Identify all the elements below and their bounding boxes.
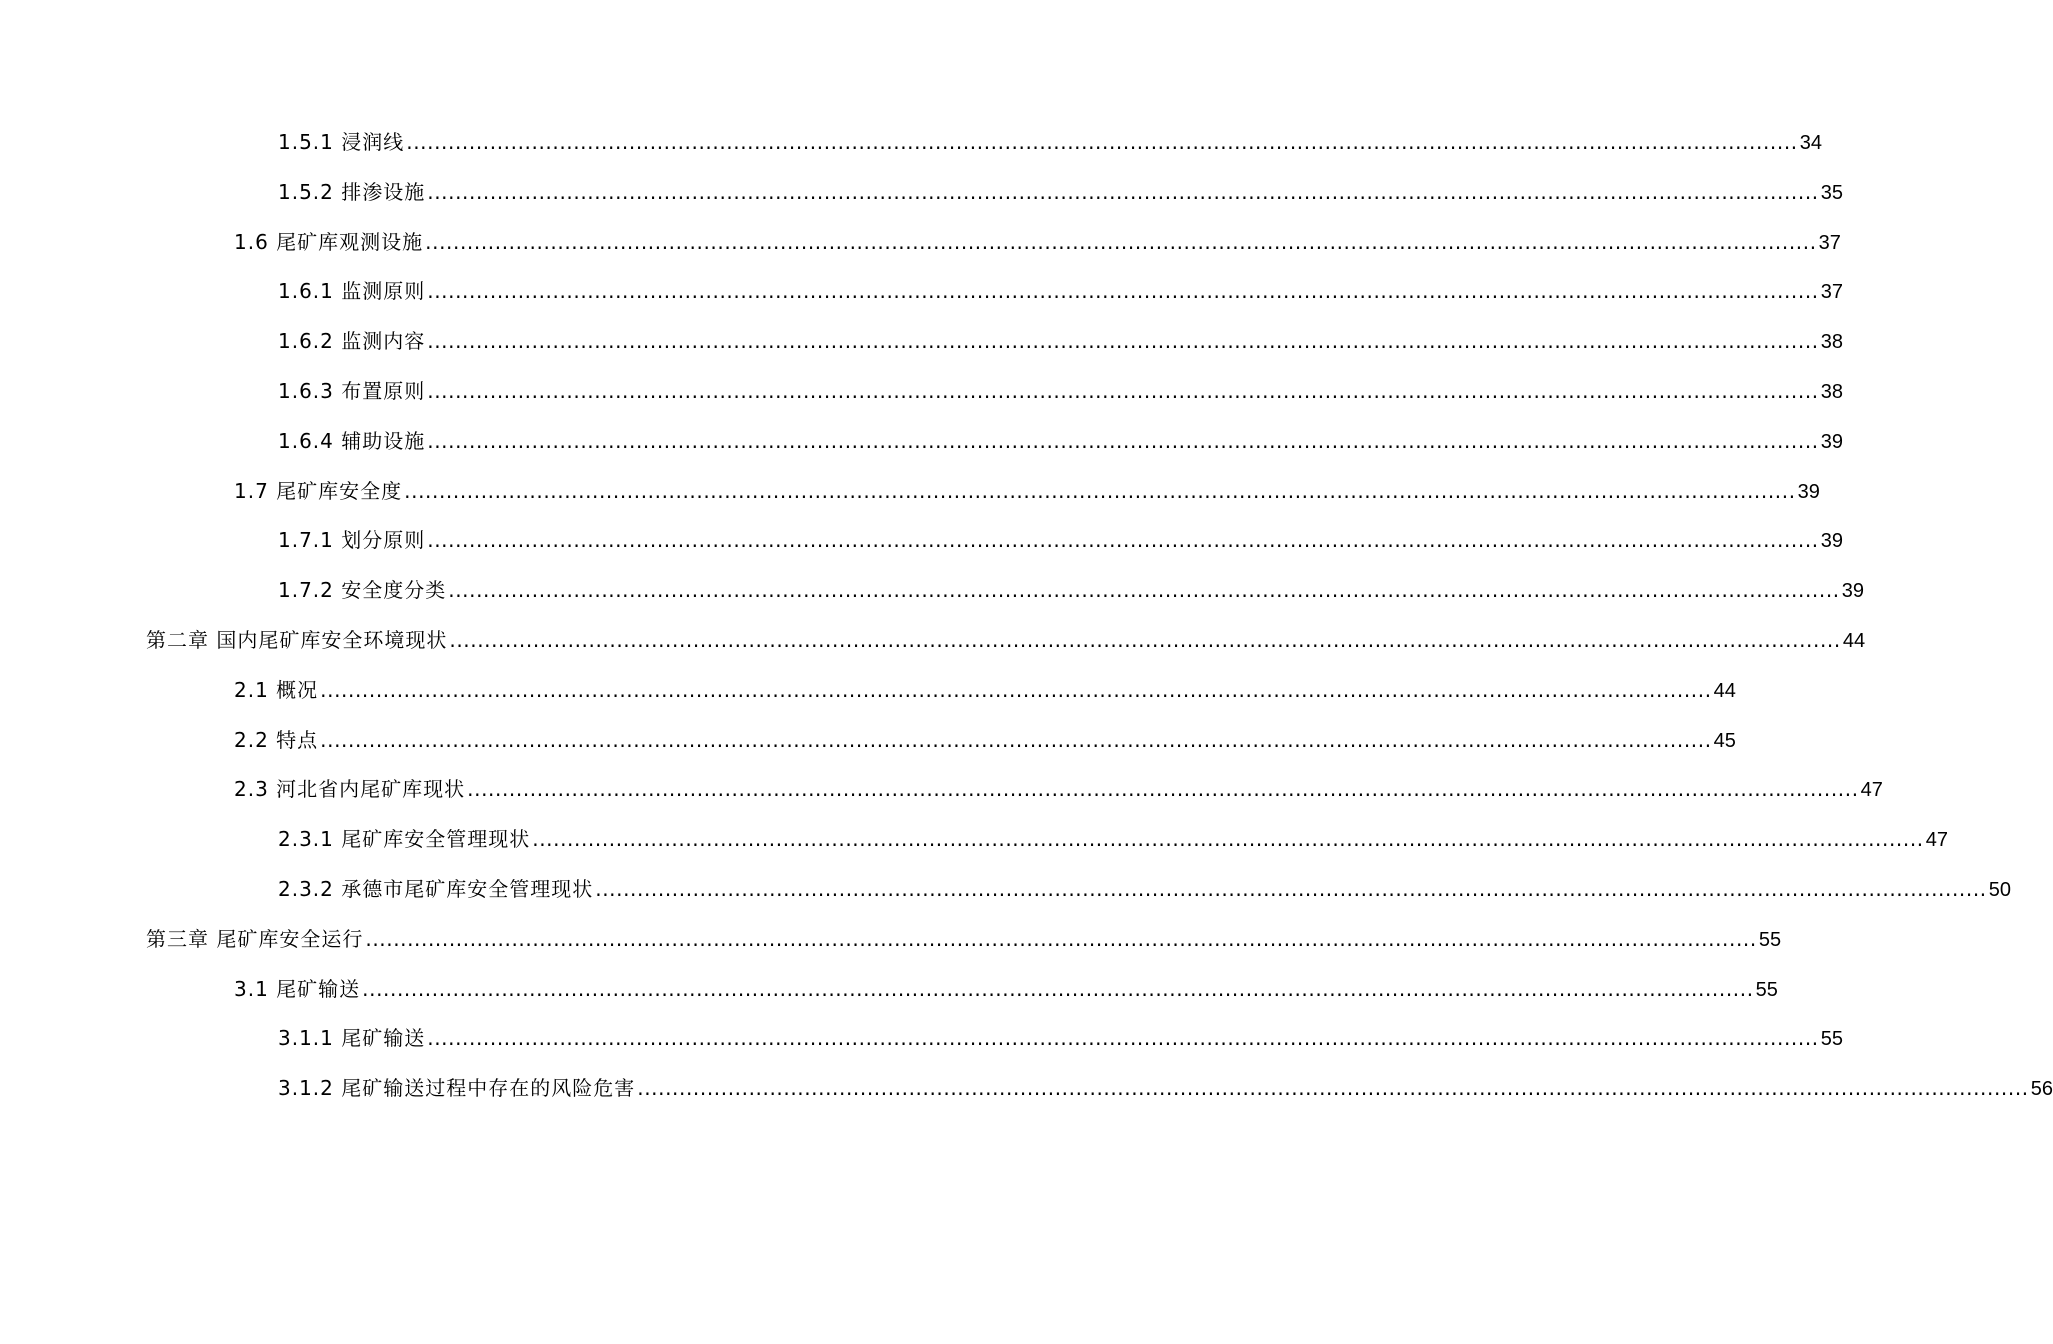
toc-dot-leader: ........................................................................................................................................................................................................ bbox=[427, 428, 1819, 453]
toc-entry-title: 3.1 尾矿输送 bbox=[234, 976, 361, 1001]
toc-dot-leader: ........................................................................................................................................................................................................ bbox=[637, 1076, 2029, 1101]
toc-chapter-title: 第三章 尾矿库安全运行 bbox=[146, 926, 364, 951]
toc-page-number: 47 bbox=[1860, 779, 1883, 802]
table-of-contents bbox=[0, 118, 2053, 1114]
toc-entry[interactable] bbox=[0, 168, 1843, 218]
toc-entry[interactable] bbox=[0, 317, 1843, 367]
toc-entry[interactable] bbox=[0, 516, 1843, 566]
toc-entry[interactable] bbox=[0, 666, 1736, 716]
toc-entry[interactable] bbox=[0, 417, 1843, 467]
toc-page-number: 55 bbox=[1820, 1028, 1843, 1051]
toc-entry[interactable] bbox=[0, 965, 1778, 1015]
toc-page-number: 55 bbox=[1758, 928, 1782, 951]
toc-page-number: 44 bbox=[1713, 679, 1736, 702]
toc-entry-title: 3.1.1 尾矿输送 bbox=[278, 1026, 426, 1051]
toc-page-number: 37 bbox=[1818, 231, 1841, 254]
toc-entry-title: 1.7.2 安全度分类 bbox=[278, 578, 447, 603]
toc-dot-leader: ........................................................................................................................................................................................................ bbox=[406, 130, 1798, 154]
toc-entry-title: 1.6.4 辅助设施 bbox=[278, 428, 426, 453]
toc-page-number: 50 bbox=[1988, 878, 2011, 901]
toc-entry-title: 1.5.1 浸润线 bbox=[278, 130, 405, 154]
toc-entry[interactable] bbox=[0, 616, 1866, 666]
toc-dot-leader: ........................................................................................................................................................................................................ bbox=[427, 528, 1819, 553]
toc-entry-title: 1.7 尾矿库安全度 bbox=[234, 478, 403, 503]
toc-dot-leader: ........................................................................................................................................................................................................ bbox=[467, 777, 1859, 802]
toc-page-number: 37 bbox=[1820, 281, 1843, 304]
toc-page-number: 44 bbox=[1842, 629, 1866, 652]
toc-entry-title: 2.3 河北省内尾矿库现状 bbox=[234, 777, 466, 802]
toc-entry-title: 3.1.2 尾矿输送过程中存在的风险危害 bbox=[278, 1076, 636, 1101]
toc-dot-leader: ........................................................................................................................................................................................................ bbox=[427, 378, 1819, 403]
toc-page-number: 34 bbox=[1799, 132, 1822, 154]
toc-page-number: 56 bbox=[2030, 1078, 2053, 1101]
toc-entry[interactable] bbox=[0, 218, 1841, 268]
toc-dot-leader: ........................................................................................................................................................................................................ bbox=[362, 976, 1754, 1001]
toc-page-number: 39 bbox=[1820, 530, 1843, 553]
toc-entry-title: 2.3.1 尾矿库安全管理现状 bbox=[278, 827, 531, 852]
toc-page-number: 55 bbox=[1755, 978, 1778, 1001]
toc-page-number: 38 bbox=[1820, 331, 1843, 354]
toc-entry-title: 2.1 概况 bbox=[234, 677, 319, 702]
toc-entry-title: 1.6 尾矿库观测设施 bbox=[234, 229, 424, 254]
toc-entry[interactable] bbox=[0, 815, 1948, 865]
toc-entry[interactable] bbox=[0, 267, 1843, 317]
toc-page-number: 35 bbox=[1820, 181, 1843, 204]
toc-entry[interactable] bbox=[0, 367, 1843, 417]
toc-entry-title: 2.3.2 承德市尾矿库安全管理现状 bbox=[278, 876, 594, 901]
toc-page-number: 38 bbox=[1820, 380, 1843, 403]
toc-page-number: 47 bbox=[1925, 829, 1948, 852]
toc-dot-leader: ........................................................................................................................................................................................................ bbox=[320, 677, 1712, 702]
toc-page-number: 39 bbox=[1797, 480, 1820, 503]
toc-entry[interactable] bbox=[0, 118, 1822, 168]
toc-dot-leader: ........................................................................................................................................................................................................ bbox=[404, 478, 1796, 503]
toc-entry-title: 2.2 特点 bbox=[234, 727, 319, 752]
toc-dot-leader: ........................................................................................................................................................................................................ bbox=[427, 1026, 1819, 1051]
toc-entry[interactable] bbox=[0, 467, 1820, 517]
toc-dot-leader: ........................................................................................................................................................................................................ bbox=[320, 727, 1712, 752]
toc-entry-title: 1.6.2 监测内容 bbox=[278, 329, 426, 354]
toc-dot-leader: ........................................................................................................................................................................................................ bbox=[532, 827, 1924, 852]
toc-dot-leader: ........................................................................................................................................................................................................ bbox=[427, 329, 1819, 354]
toc-dot-leader: ........................................................................................................................................................................................................ bbox=[595, 876, 1987, 901]
toc-entry[interactable] bbox=[0, 566, 1864, 616]
toc-entry[interactable] bbox=[0, 1014, 1843, 1064]
toc-entry[interactable] bbox=[0, 865, 2011, 915]
toc-dot-leader: ........................................................................................................................................................................................................ bbox=[425, 229, 1817, 254]
toc-entry-title: 1.5.2 排渗设施 bbox=[278, 179, 426, 204]
toc-chapter-title: 第二章 国内尾矿库安全环境现状 bbox=[146, 627, 448, 652]
toc-dot-leader: ........................................................................................................................................................................................................ bbox=[449, 627, 1841, 652]
toc-dot-leader: ........................................................................................................................................................................................................ bbox=[448, 578, 1840, 603]
toc-dot-leader: ........................................................................................................................................................................................................ bbox=[427, 179, 1819, 204]
toc-page-number: 39 bbox=[1820, 430, 1843, 453]
toc-page-number: 45 bbox=[1713, 729, 1736, 752]
toc-entry[interactable] bbox=[0, 915, 1782, 965]
toc-entry-title: 1.6.1 监测原则 bbox=[278, 279, 426, 304]
toc-entry[interactable] bbox=[0, 1064, 2053, 1114]
toc-entry[interactable] bbox=[0, 765, 1883, 815]
toc-dot-leader: ........................................................................................................................................................................................................ bbox=[365, 926, 1757, 951]
toc-entry-title: 1.6.3 布置原则 bbox=[278, 378, 426, 403]
toc-page-number: 39 bbox=[1841, 580, 1864, 603]
toc-dot-leader: ........................................................................................................................................................................................................ bbox=[427, 279, 1819, 304]
toc-entry-title: 1.7.1 划分原则 bbox=[278, 528, 426, 553]
toc-entry[interactable] bbox=[0, 716, 1736, 766]
